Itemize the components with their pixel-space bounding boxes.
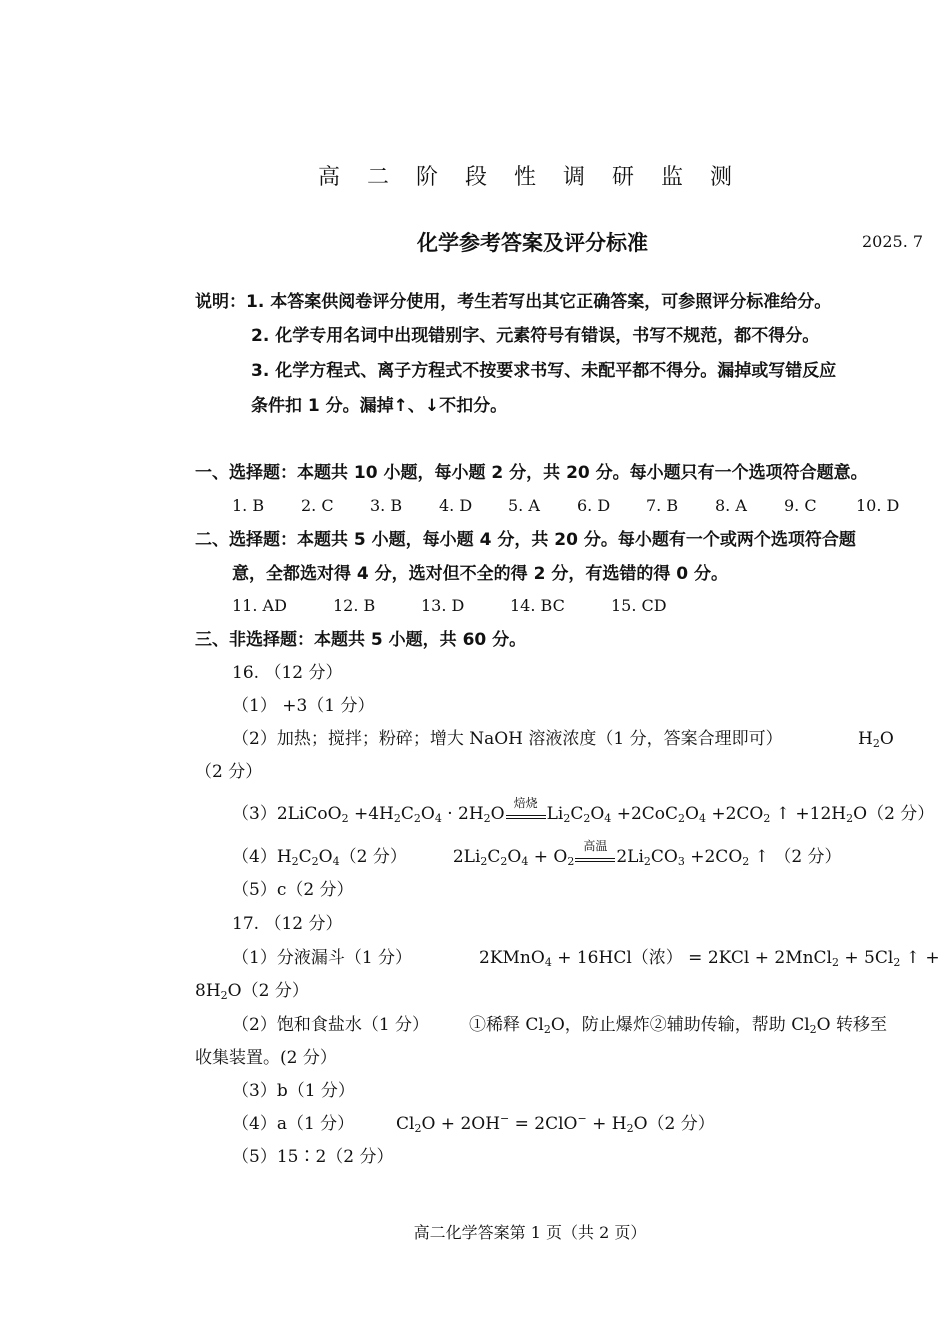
notes-line-1 (195, 290, 831, 314)
roasting-condition: 焙烧 (506, 805, 546, 819)
q16-part4: $(4)H_2C_2O_4(2$ 分） $2Li_2C_2O_4 + O_2$ 高温 $2Li_2CO_3 +2CO_2$ ↑ （2 分） (232, 839, 842, 868)
q17-part1-equation-tail: $8H_2O(2$ 分） (195, 981, 309, 1002)
answer-12: 12. B (333, 596, 376, 615)
q17-part1-score: （2 分） (241, 981, 309, 1001)
section3-heading: 三、非选择题：本题共 5 小题，共 60 分。 (195, 630, 527, 650)
q17-part5: （5）15∶2（2 分） (232, 1147, 394, 1167)
q17-part3: （3）b（1 分） (232, 1081, 355, 1101)
answer-11: 11. AD (232, 596, 287, 615)
q17-part1-label: （1）分液漏斗（1 分） (232, 948, 413, 968)
answer-6: 6. D (577, 496, 611, 515)
q16-part3: （3）2LiCoO$_2$ $+4H_2C_2O_4 \cdot 2H_2O$ 焙烧 $Li_2C_2O_4 +2CoC_2O_4 +2CO_2$ ↑ $+12H_2O(2$ 分） (232, 796, 935, 825)
q17-part1-equation: 2KMnO$_4$ + 16HCl（浓） = 2KCl + 2MnCl$_2$ + $5Cl_2$ ↑ + (479, 948, 940, 969)
note-3b: 条件扣 1 分。漏掉↑、↓不扣分。 (251, 396, 508, 416)
section2-answers (232, 594, 667, 618)
section2-heading-a: 二、选择题：本题共 5 小题，每小题 4 分，共 20 分。每小题有一个或两个选项符合题 (195, 530, 856, 550)
section1-answers (232, 494, 899, 518)
page-footer: 高二化学答案第 1 页（共 2 页） (413, 1223, 647, 1242)
q17-part2-label: （2）饱和食盐水（1 分） (232, 1015, 430, 1035)
answer-1: 1. B (232, 496, 265, 515)
q16-part4-score1: （2 分） (339, 847, 407, 867)
q16-part3-label: （3） (232, 804, 277, 824)
note-1: 1. 本答案供阅卷评分使用，考生若写出其它正确答案，可参照评分标准给分。 (246, 292, 832, 312)
q17-part2-c: ，防止爆炸②辅助传输，帮助 (564, 1015, 786, 1035)
notes-label: 说明： (195, 292, 246, 312)
answer-3: 3. B (370, 496, 403, 515)
high-temp-condition: 高温 (575, 848, 615, 862)
q17-part4-label: （4）a（1 分） (232, 1114, 355, 1134)
q17-part4-equation: $Cl_2O + 2OH^- = 2ClO^- + H_2O(2$ 分） (396, 1112, 715, 1135)
q16-part2-formula: $H_2O$ (858, 729, 894, 750)
note-2: 2. 化学专用名词中出现错别字、元素符号有错误，书写不规范，都不得分。 (251, 326, 820, 346)
q17-part2-tail: 收集装置。(2 分） (195, 1048, 337, 1068)
document-title: 高 二 阶 段 性 调 研 监 测 (318, 165, 742, 190)
q16-part2: （2）加热；搅拌；粉碎；增大 NaOH 溶液浓度（1 分，答案合理即可） (232, 729, 783, 749)
answer-8: 8. A (715, 496, 747, 515)
q16-part4-label: （4） (232, 847, 277, 867)
document-subtitle: 化学参考答案及评分标准 (417, 231, 648, 255)
q16-part1: （1） +3（1 分） (232, 696, 375, 716)
q16-part2-score: （2 分） (195, 762, 263, 782)
q17-part2-b: ①稀释 (469, 1015, 520, 1035)
section1-heading: 一、选择题：本题共 10 小题，每小题 2 分，共 20 分。每小题只有一个选项符合题意。 (195, 463, 868, 483)
note-3a: 3. 化学方程式、离子方程式不按要求书写、未配平都不得分。漏掉或写错反应 (251, 361, 837, 381)
answer-4: 4. D (439, 496, 473, 515)
q16-title: 16. （12 分） (232, 663, 343, 683)
q16-part4-score2: （2 分） (774, 847, 842, 867)
answer-2: 2. C (301, 496, 334, 515)
section2-heading-b: 意，全都选对得 4 分，选对但不全的得 2 分，有选错的得 0 分。 (232, 564, 728, 584)
answer-14: 14. BC (510, 596, 565, 615)
answer-9: 9. C (784, 496, 817, 515)
q16-part3-score: （2 分） (867, 804, 935, 824)
q17-part4-score: （2 分） (647, 1114, 715, 1134)
answer-5: 5. A (508, 496, 540, 515)
q17-part2-text: ①稀释 $Cl_2O$，防止爆炸②辅助传输，帮助 $Cl_2O$ 转移至 (469, 1015, 887, 1036)
answer-7: 7. B (646, 496, 679, 515)
answer-15: 15. CD (611, 596, 667, 615)
q17-title: 17. （12 分） (232, 914, 343, 934)
q17-part2-d: 转移至 (836, 1015, 887, 1035)
document-date: 2025. 7 (862, 232, 924, 251)
answer-13: 13. D (421, 596, 465, 615)
answer-10: 10. D (856, 496, 900, 515)
q16-part5: （5）c（2 分） (232, 880, 354, 900)
